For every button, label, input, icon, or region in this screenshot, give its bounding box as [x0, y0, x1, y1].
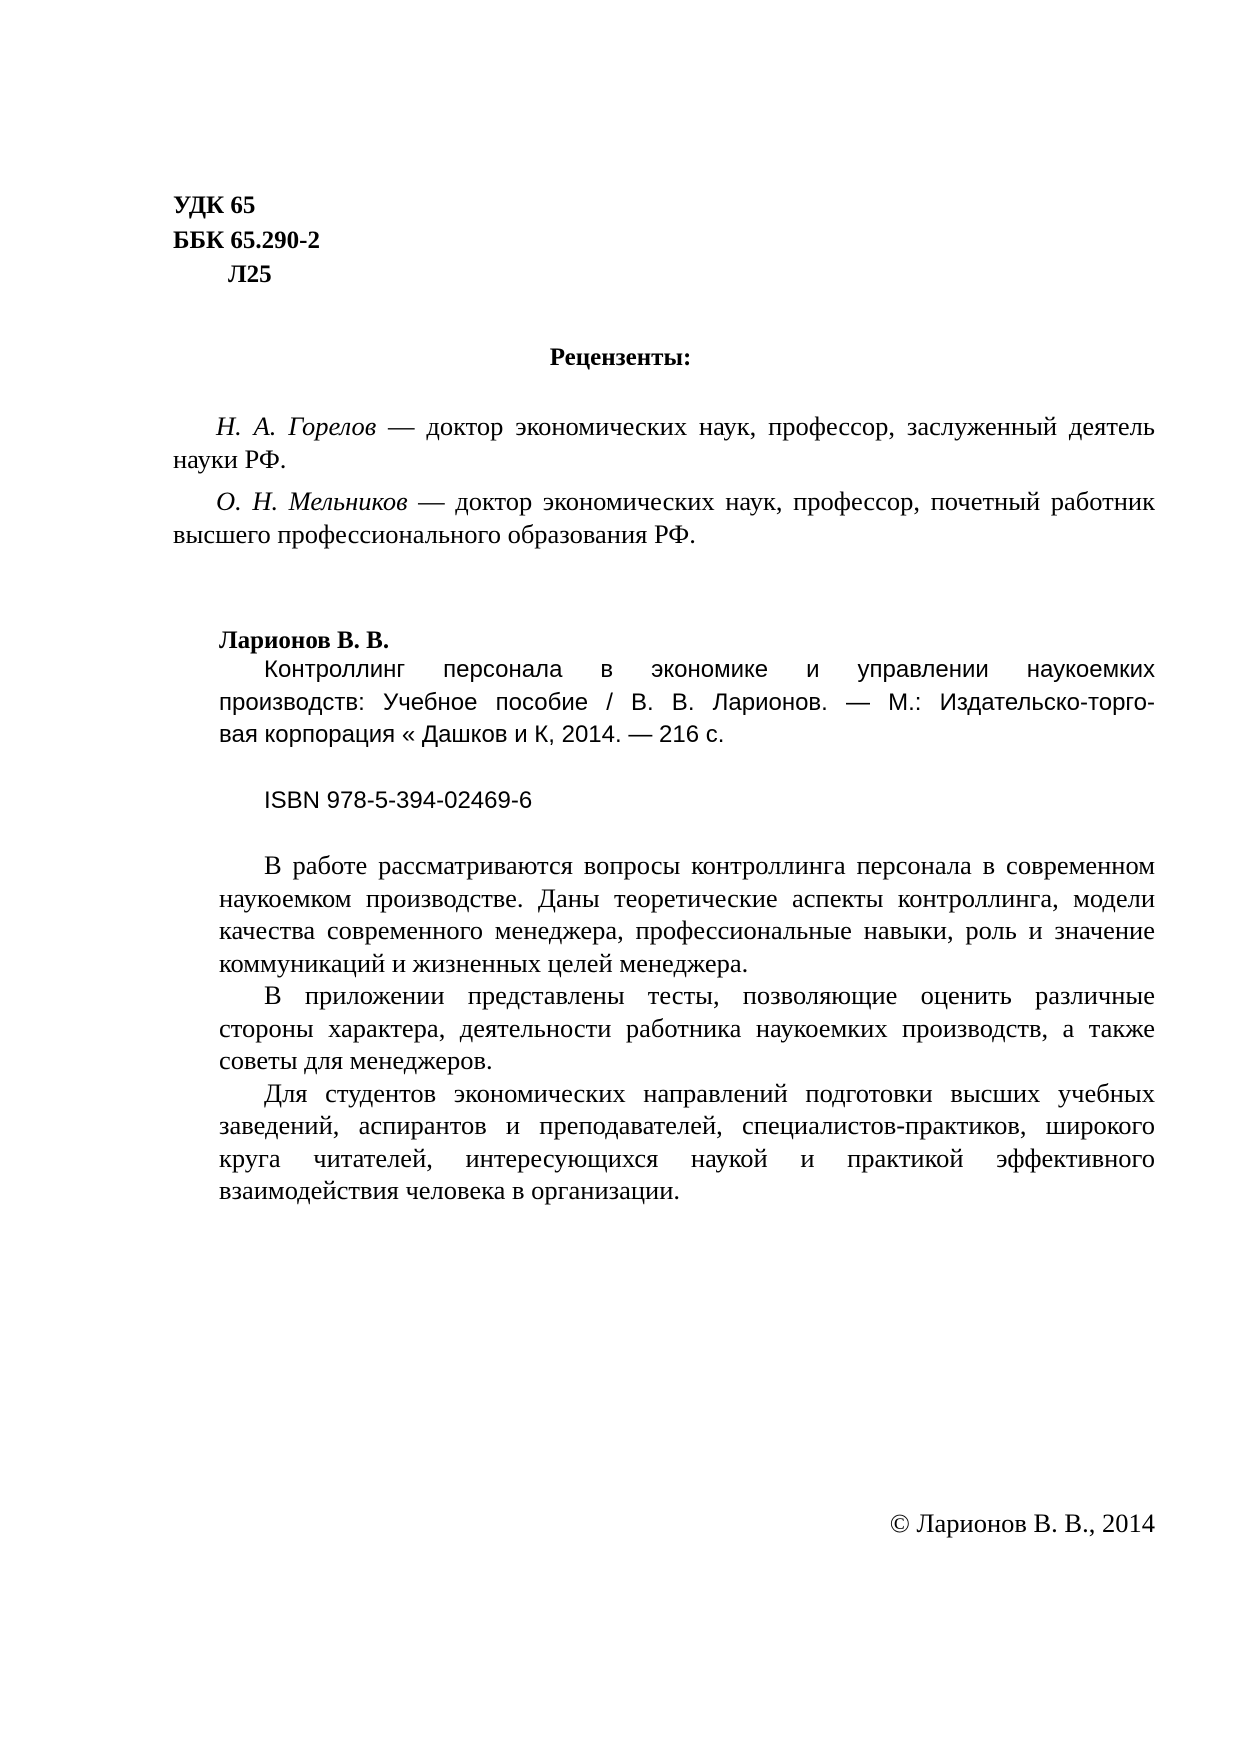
catalog-description — [219, 654, 1155, 752]
catalog-description-line: производств: Учебное пособие / В. В. Ларионов. — М.: Издательско-торго- — [219, 688, 1155, 716]
bbk-code: ББК 65.290-2 — [173, 227, 321, 254]
reviewer-name: О. Н. Мельников — [216, 486, 408, 516]
copyright-notice: © Ларионов В. В., 2014 — [889, 1508, 1155, 1538]
author-mark: Л25 — [228, 261, 272, 288]
reviewer-entry — [173, 485, 1155, 550]
reviewer-name: Н. А. Горелов — [216, 411, 377, 441]
catalog-description-line: Контроллинг персонала в экономике и управлении наукоемких — [264, 656, 1155, 683]
catalog-description-line: вая корпорация « Дашков и К, 2014. — 216 с. — [219, 721, 725, 748]
catalog-author: Ларионов В. В. — [219, 627, 390, 654]
abstract-paragraph: В приложении представлены тесты, позволяющие оценить различные стороны характера, деятельности работника наукоемких производств, а также советы для менеджеров. — [219, 980, 1155, 1075]
reviewer-description: — доктор экономических наук, профессор, заслуженный деятель науки РФ. — [173, 411, 1155, 474]
reviewer-description: — доктор экономических наук, профессор, почетный работник высшего профессионального образования РФ. — [173, 486, 1155, 549]
reviewer-entry — [173, 410, 1155, 475]
udk-code: УДК 65 — [173, 192, 256, 219]
abstract-paragraph: Для студентов экономических направлений подготовки высших учебных заведений, аспирантов и преподавателей, специалистов-практиков, широкого круга читателей, интересующихся наукой и практикой эффективного взаимодействия человека в организации. — [219, 1077, 1155, 1205]
isbn: ISBN 978-5-394-02469-6 — [264, 787, 533, 814]
abstract — [219, 849, 1155, 1207]
reviewers-heading: Рецензенты: — [549, 344, 692, 371]
abstract-paragraph: В работе рассматриваются вопросы контроллинга персонала в современном наукоемком производстве. Даны теоретические аспекты контроллинга, модели качества современного менеджера, профессиональные навыки, роль и значение коммуникаций и жизненных целей менеджера. — [219, 850, 1155, 978]
